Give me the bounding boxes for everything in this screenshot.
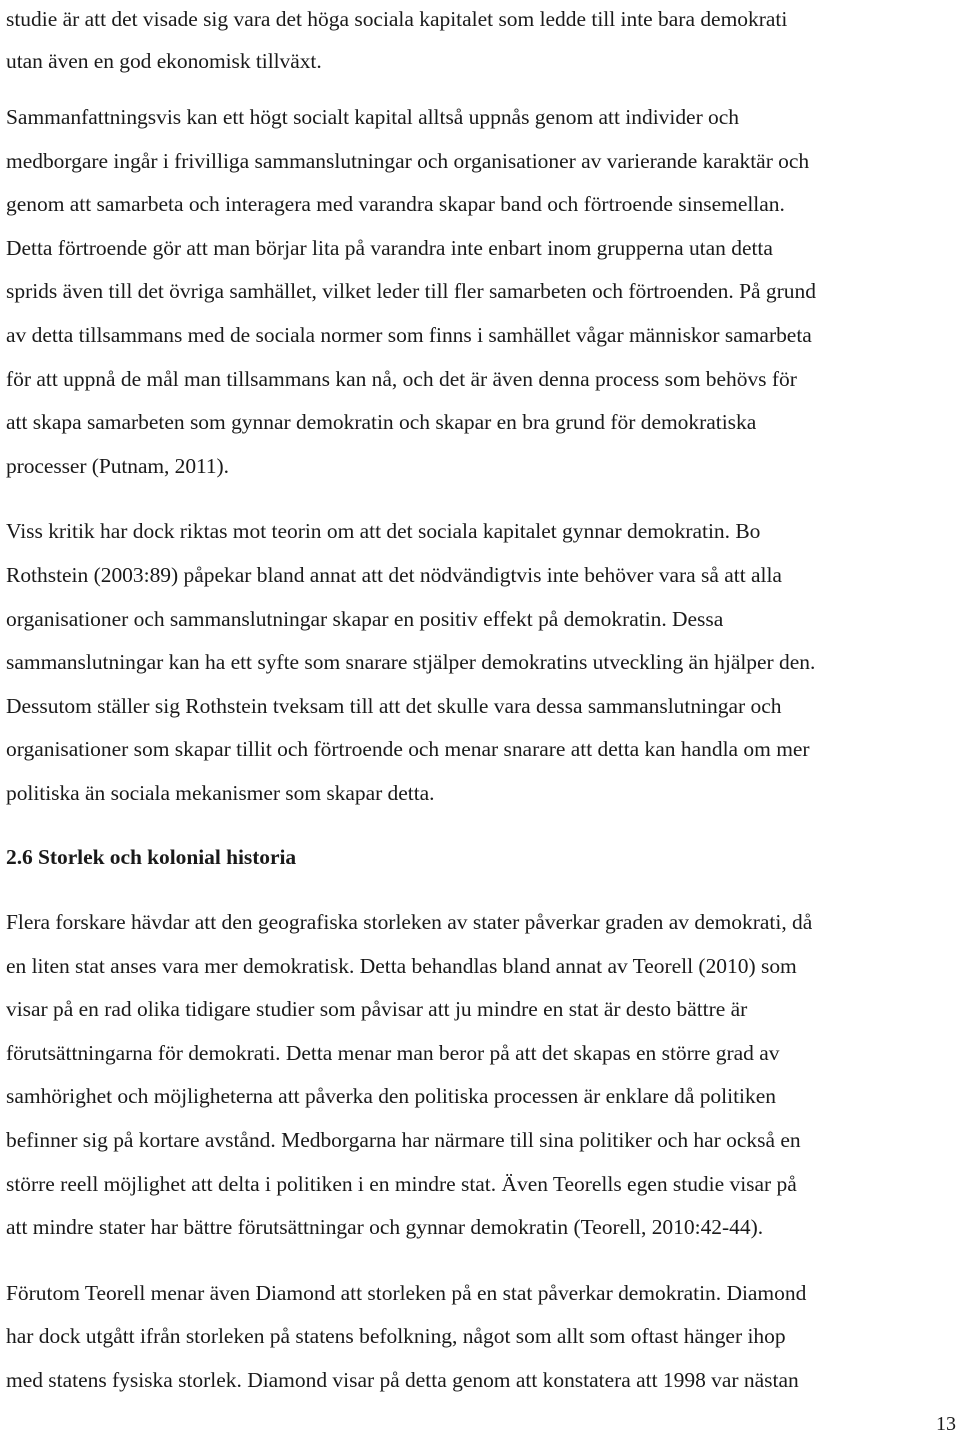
section-heading: 2.6 Storlek och kolonial historia [6, 844, 297, 869]
text-line: större reell möjlighet att delta i politiken i en mindre stat. Även Teorells egen studie visar på [6, 1171, 797, 1196]
text-line: Sammanfattningsvis kan ett högt socialt kapital alltså uppnås genom att individer och [6, 105, 740, 129]
text-line: Detta förtroende gör att man börjar lita på varandra inte enbart inom grupperna utan detta [6, 235, 773, 260]
paragraph-2 [6, 96, 956, 488]
text-line: att skapa samarbeten som gynnar demokratin och skapar en bra grund för demokratiska [6, 410, 757, 435]
text-line: Viss kritik har dock riktas mot teorin om att det sociala kapitalet gynnar demokratin. Bo [6, 519, 761, 544]
text-line: genom att samarbeta och interagera med varandra skapar band och förtroende sinsemellan. [6, 192, 785, 217]
paragraph-1 [6, 0, 956, 82]
text-line: politiska än sociala mekanismer som skapar detta. [6, 780, 435, 805]
text-line: studie är att det visade sig vara det höga sociala kapitalet som ledde till inte bara demokrati [6, 7, 788, 31]
paragraph-3 [6, 510, 956, 815]
text-line: utan även en god ekonomisk tillväxt. [6, 49, 322, 73]
text-line: samhörighet och möjligheterna att påverka den politiska processen är enklare då politiken [6, 1084, 776, 1109]
text-line: befinner sig på kortare avstånd. Medborgarna har närmare till sina politiker och har också en [6, 1128, 801, 1153]
text-line: processer (Putnam, 2011). [6, 453, 229, 478]
text-line: en liten stat anses vara mer demokratisk. Detta behandlas bland annat av Teorell (2010) som [6, 953, 797, 978]
text-line: förutsättningarna för demokrati. Detta menar man beror på att det skapas en större grad av [6, 1040, 780, 1065]
text-line: Rothstein (2003:89) påpekar bland annat att det nödvändigtvis inte behöver vara så att alla [6, 562, 782, 587]
text-line: organisationer som skapar tillit och förtroende och menar snarare att detta kan handla om mer [6, 737, 810, 762]
text-line: medborgare ingår i frivilliga sammanslutningar och organisationer av varierande karaktär och [6, 148, 810, 173]
text-line: visar på en rad olika tidigare studier som påvisar att ju mindre en stat är desto bättre är [6, 997, 748, 1022]
text-line: sammanslutningar kan ha ett syfte som snarare stjälper demokratins utveckling än hjälper den. [6, 650, 816, 675]
page-number: 13 [936, 1413, 956, 1435]
text-line: av detta tillsammans med de sociala normer som finns i samhället vågar människor samarbeta [6, 322, 812, 347]
text-line: sprids även till det övriga samhället, vilket leder till fler samarbeten och förtroenden. På grund [6, 279, 816, 304]
paragraph-4 [6, 901, 956, 1250]
text-line: med statens fysiska storlek. Diamond visar på detta genom att konstatera att 1998 var nästan [6, 1368, 799, 1393]
text-line: har dock utgått ifrån storleken på statens befolkning, något som allt som oftast hänger ihop [6, 1324, 786, 1349]
text-line: att mindre stater har bättre förutsättningar och gynnar demokratin (Teorell, 2010:42-44). [6, 1215, 764, 1240]
document-page [6, 0, 956, 1403]
text-line: Dessutom ställer sig Rothstein tveksam till att det skulle vara dessa sammanslutningar och [6, 693, 782, 718]
text-line: organisationer och sammanslutningar skapar en positiv effekt på demokratin. Dessa [6, 606, 724, 631]
text-line: för att uppnå de mål man tillsammans kan nå, och det är även denna process som behövs för [6, 366, 797, 391]
text-line: Flera forskare hävdar att den geografiska storleken av stater påverkar graden av demokrati, då [6, 910, 813, 935]
text-line: Förutom Teorell menar även Diamond att storleken på en stat påverkar demokratin. Diamond [6, 1280, 807, 1305]
paragraph-5 [6, 1272, 956, 1403]
